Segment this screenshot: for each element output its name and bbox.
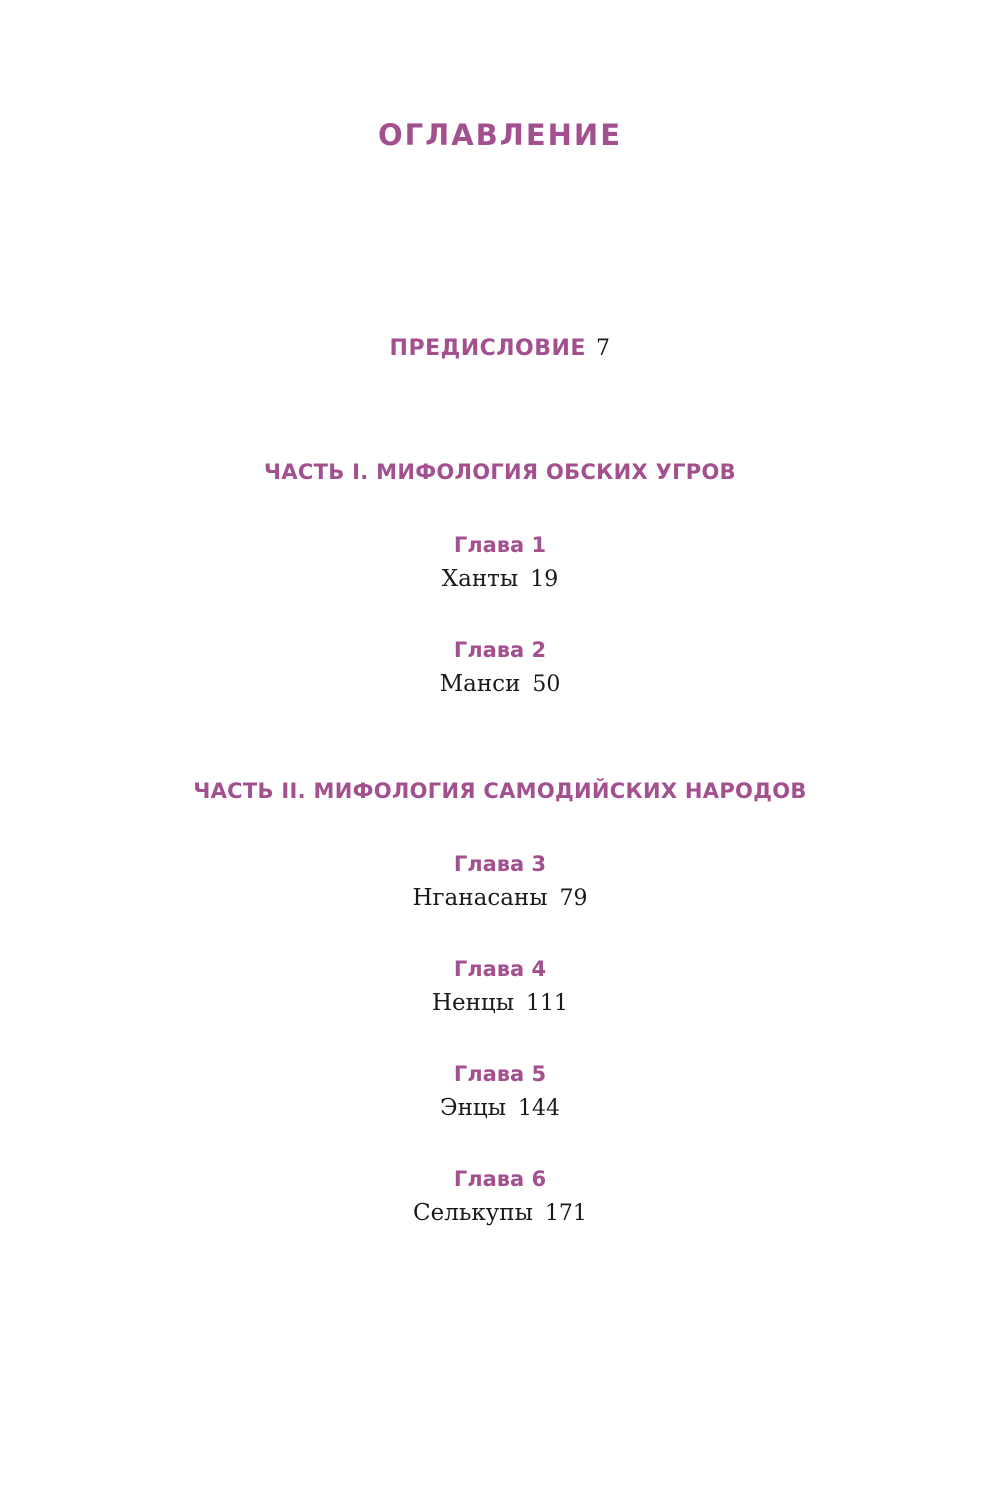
- chapter-6-page-number: 171: [544, 1201, 587, 1226]
- chapter-6-label: Глава 6: [453, 1167, 547, 1191]
- chapter-4-label: Глава 4: [453, 957, 547, 981]
- chapter-2-page-number: 50: [532, 672, 561, 697]
- chapter-6-name: Селькупы: [413, 1200, 533, 1226]
- chapter-3-page-number: 79: [559, 886, 588, 911]
- chapter-1-name: Ханты: [441, 566, 519, 592]
- chapter-3-name: Нганасаны: [412, 885, 548, 911]
- chapter-2-name: Манси: [439, 671, 521, 697]
- chapter-1-label: Глава 1: [453, 533, 547, 557]
- chapter-4-name: Ненцы: [431, 990, 515, 1016]
- page-title: ОГЛАВЛЕНИЕ: [377, 118, 622, 152]
- part-1-heading[interactable]: ЧАСТЬ I. МИФОЛОГИЯ ОБСКИХ УГРОВ: [264, 460, 736, 484]
- chapter-3-label: Глава 3: [453, 852, 547, 876]
- preface-label: ПРЕДИСЛОВИЕ: [389, 336, 586, 361]
- toc-entry-chapter-6[interactable]: [0, 1200, 1000, 1226]
- chapter-5-name: Энцы: [439, 1095, 507, 1121]
- chapter-2-label: Глава 2: [453, 638, 547, 662]
- toc-entry-chapter-4[interactable]: [0, 990, 1000, 1016]
- toc-entry-preface[interactable]: [0, 336, 1000, 361]
- chapter-5-label: Глава 5: [453, 1062, 547, 1086]
- chapter-4-page-number: 111: [526, 991, 569, 1016]
- part-2-heading[interactable]: ЧАСТЬ II. МИФОЛОГИЯ САМОДИЙСКИХ НАРОДОВ: [193, 779, 807, 803]
- preface-page-number: 7: [595, 336, 611, 361]
- toc-entry-chapter-2[interactable]: [0, 671, 1000, 697]
- toc-entry-chapter-3[interactable]: [0, 885, 1000, 911]
- toc-entry-chapter-5[interactable]: [0, 1095, 1000, 1121]
- chapter-5-page-number: 144: [518, 1096, 561, 1121]
- toc-entry-chapter-1[interactable]: [0, 566, 1000, 592]
- chapter-1-page-number: 19: [530, 567, 559, 592]
